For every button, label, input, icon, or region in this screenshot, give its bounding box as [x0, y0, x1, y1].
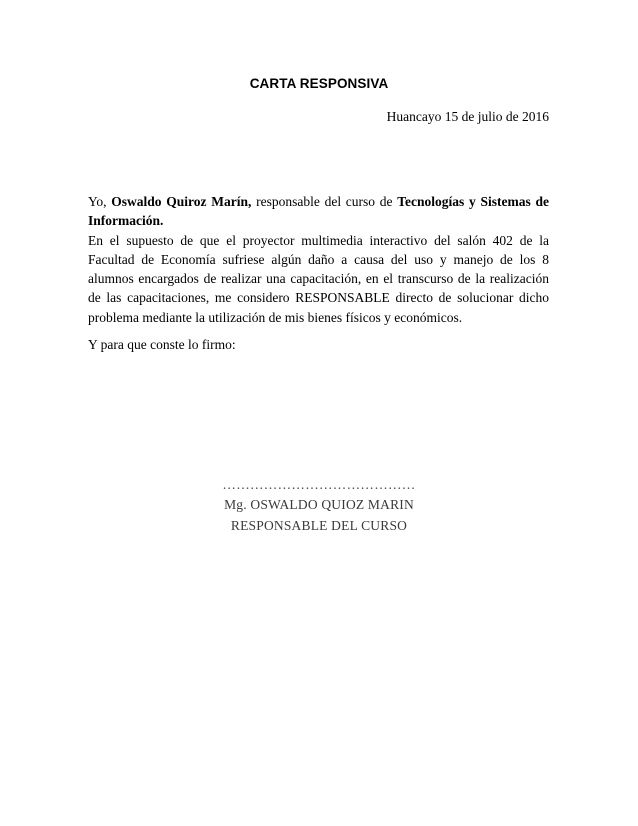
signer-role: RESPONSABLE DEL CURSO	[230, 518, 408, 533]
signer-name: Mg. OSWALDO QUIOZ MARIN	[224, 497, 414, 512]
intro-yo: Yo,	[88, 194, 112, 209]
closing-line: Y para que conste lo firmo:	[88, 337, 236, 353]
intro-course: Tecnologías y Sistemas de Información.	[88, 194, 549, 229]
main-paragraph: En el supuesto de que el proyector multimedia interactivo del salón 402 de la Facultad de Economía sufriese algún daño a causa del uso y manejo de los 8 alumnos encargados de realizar una capacitación, en el transcurso de la realización de las capacitaciones, me considero RESPONSABLE directo de solucionar dicho problema mediante la utilización de mis bienes físicos y económicos.	[88, 232, 549, 325]
date-line: Huancayo 15 de julio de 2016	[386, 109, 549, 124]
document-title: CARTA RESPONSIVA	[249, 76, 389, 91]
intro-paragraph	[88, 192, 549, 231]
letter-body	[88, 192, 549, 354]
intro-name: Oswaldo Quiroz Marín,	[111, 194, 252, 209]
signature-block	[0, 476, 638, 536]
intro-middle: responsable del curso de	[251, 194, 398, 209]
signature-line: ……………………………………	[222, 477, 416, 492]
